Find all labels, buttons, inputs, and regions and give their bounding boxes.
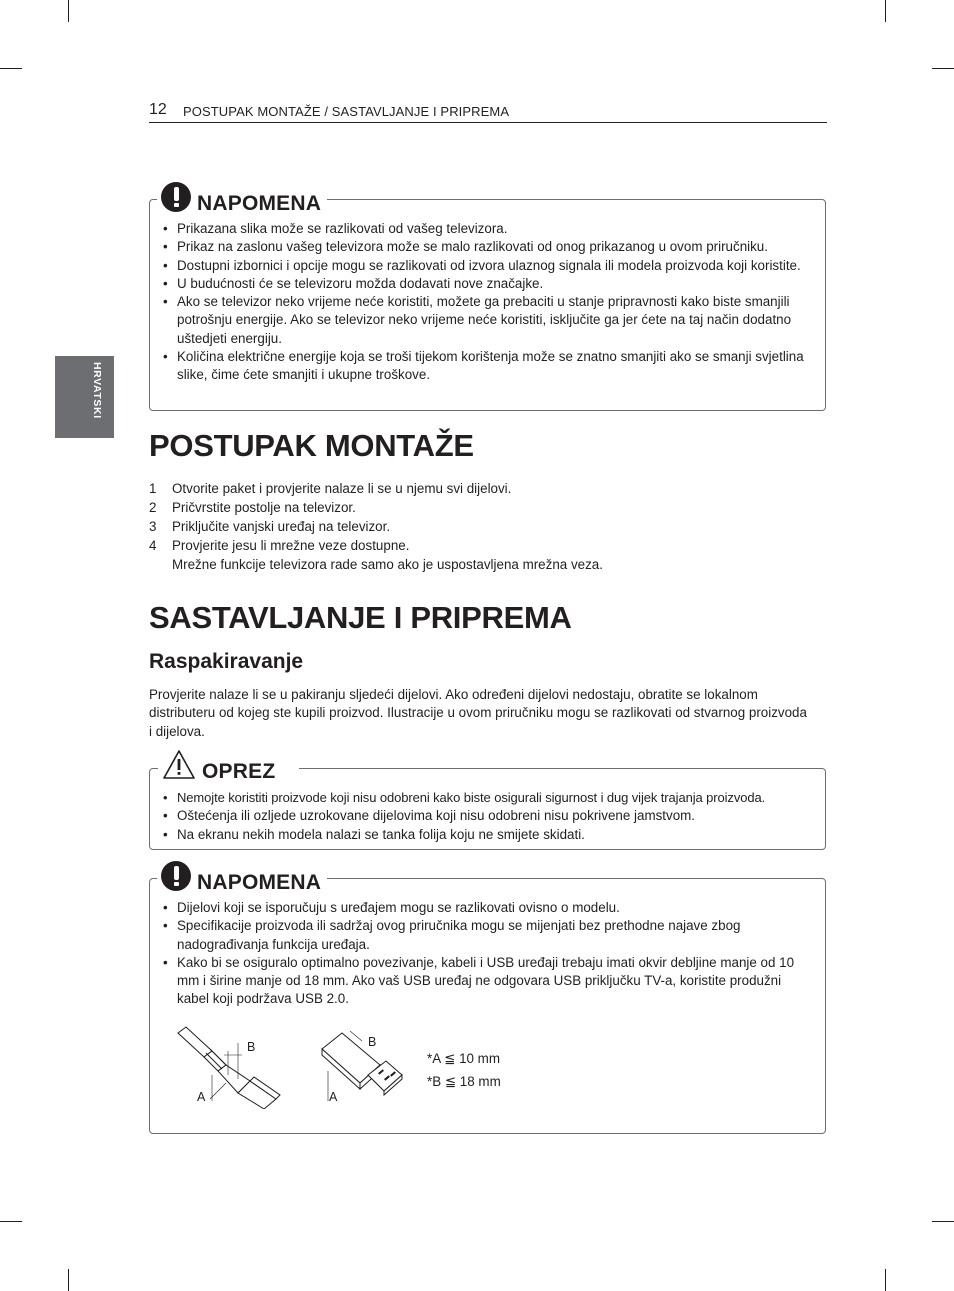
- step-text: Provjerite jesu li mrežne veze dostupne.: [172, 538, 410, 553]
- crop-mark: [68, 1269, 69, 1291]
- list-item: • Nemojte koristiti proizvode koji nisu odobreni kako biste osigurali sigurnost i dug vijek trajanja proizvoda.: [163, 789, 811, 807]
- step-number: 2: [149, 500, 157, 515]
- step-number: 3: [149, 519, 157, 534]
- crop-mark: [885, 1269, 886, 1291]
- list-item: • Količina električne energije koja se troši tijekom korištenja može se znatno smanjiti ako se smanji svjetlina slike, čime ćete smanjiti i ukupne troškove.: [163, 348, 811, 385]
- exclamation-icon: [161, 861, 191, 891]
- list-item: • U budućnosti će se televizoru možda dodavati nove značajke.: [163, 275, 811, 293]
- step-text: Pričvrstite postolje na televizor.: [172, 500, 356, 515]
- list-item: [149, 479, 603, 498]
- list-item: • Prikazana slika može se razlikovati od vašeg televizora.: [163, 220, 811, 238]
- list-item: [149, 498, 603, 517]
- dimension-a: *A ≦ 10 mm: [427, 1051, 500, 1066]
- note-title: NAPOMENA: [197, 192, 322, 215]
- step-number: 4: [149, 538, 157, 553]
- caution-title: OPREZ: [202, 760, 276, 783]
- note-list: [163, 220, 811, 385]
- note-box-1: [149, 192, 826, 411]
- page-header: [149, 100, 827, 123]
- language-tab-label: HRVATSKI: [91, 362, 103, 419]
- caution-list: [163, 789, 811, 844]
- caution-box-header: [158, 746, 299, 784]
- figure-label-b: B: [368, 1035, 377, 1049]
- unpacking-paragraph: Provjerite nalaze li se u pakiranju sljedeći dijelovi. Ako određeni dijelovi nedostaju, obratite se lokalnom distributeru od kojeg ste kupili proizvod. Ilustracije u ovom priručniku mogu se razlikovati od stvarnog proizvoda i dijelova.: [149, 687, 807, 739]
- list-item: • Specifikacije proizvoda ili sadržaj ovog priručnika mogu se mijenjati bez prethodne najave zbog nadograđivanja funkcija uređaja.: [163, 917, 811, 954]
- caution-box: [149, 760, 826, 850]
- figure-label-a: A: [329, 1090, 338, 1104]
- crop-mark: [885, 0, 886, 22]
- list-item: • Dostupni izbornici i opcije mogu se razlikovati od izvora ulaznog signala ili modela proizvoda koji koristite.: [163, 257, 811, 275]
- note-box-header: [157, 178, 327, 216]
- dimension-b: *B ≦ 18 mm: [427, 1074, 501, 1089]
- list-item: • Na ekranu nekih modela nalazi se tanka folija koju ne smijete skidati.: [163, 826, 811, 844]
- list-item: • Kako bi se osiguralo optimalno povezivanje, kabeli i USB uređaji trebaju imati okvir debljine manje od 10 mm i širine manje od 18 mm. Ako vaš USB uređaj ne odgovara USB priključku TV-a, koristite produžni kabel koji podržava USB 2.0.: [163, 954, 811, 1009]
- running-title: POSTUPAK MONTAŽE / SASTAVLJANJE I PRIPREMA: [183, 104, 510, 119]
- usb-cable-illustration: [176, 1025, 286, 1109]
- note-box-2: [149, 871, 826, 1134]
- figure-label-a: A: [197, 1090, 206, 1104]
- crop-mark: [68, 0, 69, 22]
- unpacking-subheading: Raspakiravanje: [149, 650, 304, 673]
- step-text: Otvorite paket i provjerite nalaze li se u njemu svi dijelovi.: [172, 481, 512, 496]
- list-item: [149, 536, 603, 574]
- list-item: • Prikaz na zaslonu vašeg televizora može se malo razlikovati od onog prikazanog u ovom priručniku.: [163, 238, 811, 256]
- crop-mark: [932, 68, 954, 69]
- installation-heading: POSTUPAK MONTAŽE: [149, 428, 474, 463]
- note-list: [163, 899, 811, 1009]
- language-tab: [55, 356, 114, 438]
- crop-mark: [0, 1221, 22, 1222]
- warning-triangle-icon: [162, 749, 196, 781]
- exclamation-icon: [161, 182, 191, 212]
- note-title: NAPOMENA: [197, 871, 322, 894]
- installation-steps: [149, 479, 603, 574]
- assembly-heading: SASTAVLJANJE I PRIPREMA: [149, 600, 572, 635]
- note-box-header: [157, 857, 327, 895]
- crop-mark: [932, 1221, 954, 1222]
- list-item: [149, 517, 603, 536]
- step-note: Mrežne funkcije televizora rade samo ako je uspostavljena mrežna veza.: [172, 557, 603, 572]
- list-item: • Dijelovi koji se isporučuju s uređajem mogu se razlikovati ovisno o modelu.: [163, 899, 811, 917]
- crop-mark: [0, 68, 22, 69]
- list-item: • Ako se televizor neko vrijeme neće koristiti, možete ga prebaciti u stanje pripravnosti kako biste smanjili potrošnju energije. Ako se televizor neko vrijeme neće koristiti, isključite ga jer ćete na taj način dodatno uštedjeti energiju.: [163, 293, 811, 348]
- figure-label-b: B: [247, 1040, 256, 1054]
- list-item: • Oštećenja ili ozljede uzrokovane dijelovima koji nisu odobreni nisu pokrivene jamstvom.: [163, 807, 811, 825]
- step-number: 1: [149, 481, 157, 496]
- page-number: 12: [149, 101, 167, 118]
- step-text: Priključite vanjski uređaj na televizor.: [172, 519, 391, 534]
